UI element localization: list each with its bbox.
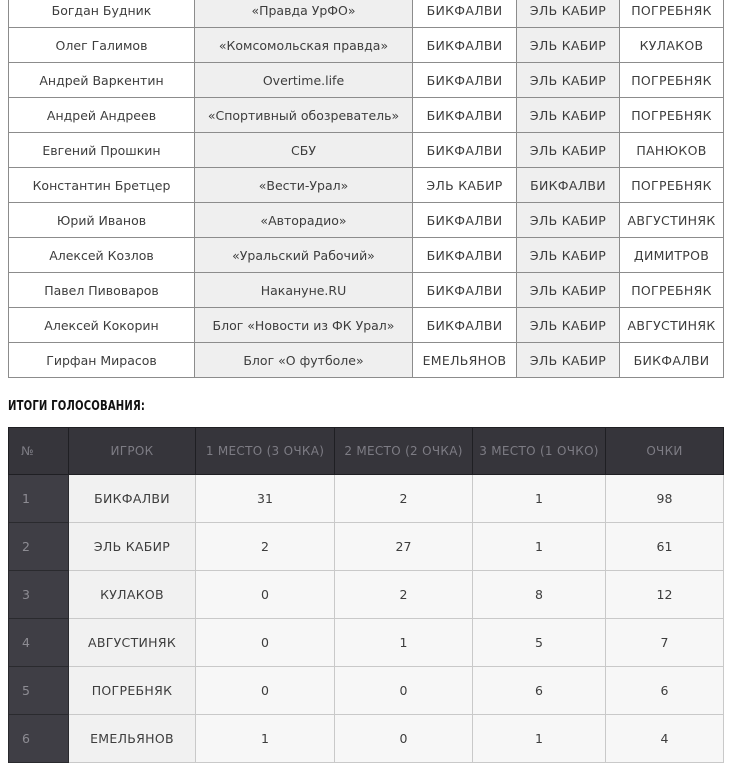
vote-row xyxy=(9,28,724,63)
total-points: 98 xyxy=(606,475,724,523)
first-place-pick: БИКФАЛВИ xyxy=(413,63,517,98)
total-points: 7 xyxy=(606,619,724,667)
journalist-name: Константин Бретцер xyxy=(9,168,195,203)
player-name: КУЛАКОВ xyxy=(69,571,196,619)
third-place-pick: ПОГРЕБНЯК xyxy=(620,63,724,98)
media-outlet: «Спортивный обозреватель» xyxy=(195,98,413,133)
first-place-pick: БИКФАЛВИ xyxy=(413,28,517,63)
first-place-pick: ЕМЕЛЬЯНОВ xyxy=(413,343,517,378)
second-place-pick: ЭЛЬ КАБИР xyxy=(517,238,620,273)
second-place-pick: БИКФАЛВИ xyxy=(517,168,620,203)
results-row xyxy=(9,619,724,667)
journalist-name: Андрей Андреев xyxy=(9,98,195,133)
results-row xyxy=(9,571,724,619)
third-place-pick: БИКФАЛВИ xyxy=(620,343,724,378)
first-place-pick: БИКФАЛВИ xyxy=(413,273,517,308)
vote-row xyxy=(9,133,724,168)
media-outlet: Блог «Новости из ФК Урал» xyxy=(195,308,413,343)
first-place-pick: БИКФАЛВИ xyxy=(413,203,517,238)
media-outlet: Блог «О футболе» xyxy=(195,343,413,378)
rank-number: 3 xyxy=(9,571,69,619)
media-outlet: «Правда УрФО» xyxy=(195,0,413,28)
player-name: ЕМЕЛЬЯНОВ xyxy=(69,715,196,763)
vote-row xyxy=(9,308,724,343)
journalist-name: Алексей Козлов xyxy=(9,238,195,273)
media-outlet: «Комсомольская правда» xyxy=(195,28,413,63)
results-header-row xyxy=(9,428,724,475)
votes-table xyxy=(8,0,724,378)
player-name: ЭЛЬ КАБИР xyxy=(69,523,196,571)
media-outlet: «Авторадио» xyxy=(195,203,413,238)
journalist-name: Павел Пивоваров xyxy=(9,273,195,308)
third-place-pick: ПОГРЕБНЯК xyxy=(620,168,724,203)
first-place-pick: БИКФАЛВИ xyxy=(413,133,517,168)
third-place-pick: АВГУСТИНЯК xyxy=(620,203,724,238)
player-name: ПОГРЕБНЯК xyxy=(69,667,196,715)
journalist-name: Евгений Прошкин xyxy=(9,133,195,168)
total-points: 6 xyxy=(606,667,724,715)
results-table xyxy=(8,427,724,763)
first-place-votes: 1 xyxy=(196,715,335,763)
first-place-pick: БИКФАЛВИ xyxy=(413,238,517,273)
header-points: ОЧКИ xyxy=(606,428,724,475)
votes-table-body xyxy=(9,0,724,378)
second-place-votes: 2 xyxy=(335,571,473,619)
journalist-name: Богдан Будник xyxy=(9,0,195,28)
second-place-votes: 27 xyxy=(335,523,473,571)
second-place-pick: ЭЛЬ КАБИР xyxy=(517,28,620,63)
third-place-pick: ПАНЮКОВ xyxy=(620,133,724,168)
journalist-name: Андрей Варкентин xyxy=(9,63,195,98)
third-place-votes: 8 xyxy=(473,571,606,619)
rank-number: 4 xyxy=(9,619,69,667)
first-place-votes: 0 xyxy=(196,571,335,619)
player-name: АВГУСТИНЯК xyxy=(69,619,196,667)
header-third-place: 3 МЕСТО (1 ОЧКО) xyxy=(473,428,606,475)
vote-row xyxy=(9,63,724,98)
second-place-pick: ЭЛЬ КАБИР xyxy=(517,63,620,98)
third-place-pick: КУЛАКОВ xyxy=(620,28,724,63)
vote-row xyxy=(9,98,724,133)
results-row xyxy=(9,667,724,715)
results-row xyxy=(9,475,724,523)
results-row xyxy=(9,715,724,763)
first-place-votes: 0 xyxy=(196,667,335,715)
vote-row xyxy=(9,343,724,378)
header-number: № xyxy=(9,428,69,475)
media-outlet: «Вести-Урал» xyxy=(195,168,413,203)
second-place-pick: ЭЛЬ КАБИР xyxy=(517,308,620,343)
journalist-name: Алексей Кокорин xyxy=(9,308,195,343)
rank-number: 1 xyxy=(9,475,69,523)
first-place-votes: 0 xyxy=(196,619,335,667)
total-points: 61 xyxy=(606,523,724,571)
second-place-pick: ЭЛЬ КАБИР xyxy=(517,203,620,238)
second-place-votes: 0 xyxy=(335,667,473,715)
third-place-pick: ПОГРЕБНЯК xyxy=(620,98,724,133)
first-place-pick: БИКФАЛВИ xyxy=(413,98,517,133)
third-place-pick: ДИМИТРОВ xyxy=(620,238,724,273)
third-place-votes: 1 xyxy=(473,715,606,763)
rank-number: 6 xyxy=(9,715,69,763)
first-place-pick: ЭЛЬ КАБИР xyxy=(413,168,517,203)
first-place-votes: 31 xyxy=(196,475,335,523)
second-place-votes: 2 xyxy=(335,475,473,523)
second-place-pick: ЭЛЬ КАБИР xyxy=(517,343,620,378)
second-place-pick: ЭЛЬ КАБИР xyxy=(517,133,620,168)
vote-row xyxy=(9,168,724,203)
media-outlet: Overtime.life xyxy=(195,63,413,98)
header-first-place: 1 МЕСТО (3 ОЧКА) xyxy=(196,428,335,475)
player-name: БИКФАЛВИ xyxy=(69,475,196,523)
second-place-pick: ЭЛЬ КАБИР xyxy=(517,98,620,133)
vote-row xyxy=(9,238,724,273)
second-place-pick: ЭЛЬ КАБИР xyxy=(517,0,620,28)
total-points: 12 xyxy=(606,571,724,619)
rank-number: 2 xyxy=(9,523,69,571)
third-place-votes: 6 xyxy=(473,667,606,715)
first-place-pick: БИКФАЛВИ xyxy=(413,0,517,28)
journalist-name: Олег Галимов xyxy=(9,28,195,63)
third-place-pick: ПОГРЕБНЯК xyxy=(620,273,724,308)
journalist-name: Гирфан Мирасов xyxy=(9,343,195,378)
third-place-votes: 5 xyxy=(473,619,606,667)
vote-row xyxy=(9,0,724,28)
media-outlet: СБУ xyxy=(195,133,413,168)
second-place-votes: 0 xyxy=(335,715,473,763)
first-place-votes: 2 xyxy=(196,523,335,571)
media-outlet: Накануне.RU xyxy=(195,273,413,308)
vote-row xyxy=(9,273,724,308)
third-place-pick: ПОГРЕБНЯК xyxy=(620,0,724,28)
first-place-pick: БИКФАЛВИ xyxy=(413,308,517,343)
third-place-votes: 1 xyxy=(473,475,606,523)
header-player: ИГРОК xyxy=(69,428,196,475)
results-heading: ИТОГИ ГОЛОСОВАНИЯ: xyxy=(8,399,146,414)
header-second-place: 2 МЕСТО (2 ОЧКА) xyxy=(335,428,473,475)
third-place-pick: АВГУСТИНЯК xyxy=(620,308,724,343)
vote-row xyxy=(9,203,724,238)
results-row xyxy=(9,523,724,571)
total-points: 4 xyxy=(606,715,724,763)
journalist-name: Юрий Иванов xyxy=(9,203,195,238)
media-outlet: «Уральский Рабочий» xyxy=(195,238,413,273)
third-place-votes: 1 xyxy=(473,523,606,571)
results-table-body xyxy=(9,475,724,763)
rank-number: 5 xyxy=(9,667,69,715)
second-place-pick: ЭЛЬ КАБИР xyxy=(517,273,620,308)
second-place-votes: 1 xyxy=(335,619,473,667)
